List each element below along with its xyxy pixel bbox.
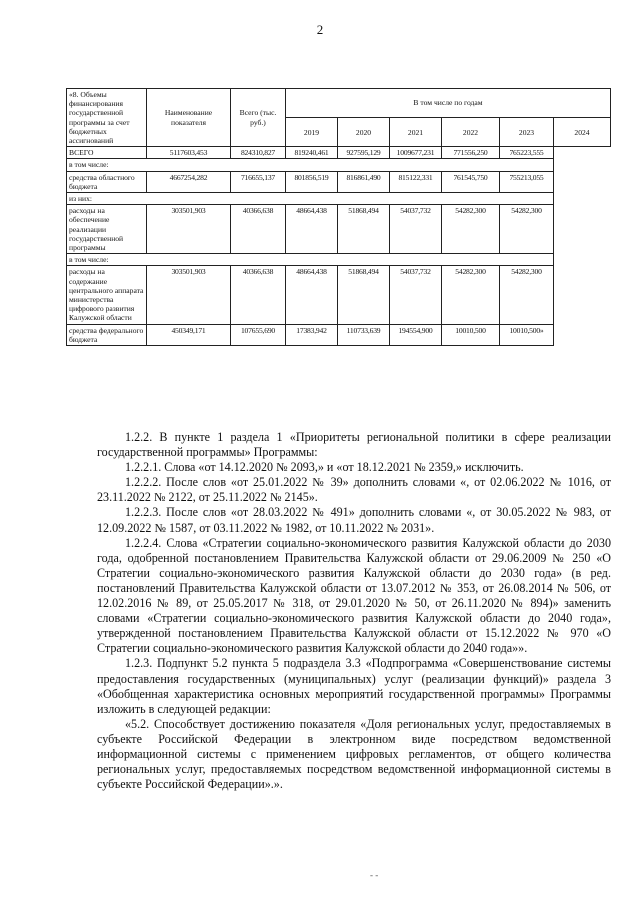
year-header: 2019: [286, 118, 338, 147]
years-group-header: В том числе по годам: [286, 89, 611, 118]
row-value: 824310,827: [231, 147, 286, 159]
row-value: 819240,461: [286, 147, 338, 159]
paragraph: 1.2.2.2. После слов «от 25.01.2022 № 39» дополнить словами «, от 02.06.2022 № 1016, от 23.11.2022 № 2122, от 25.11.2022 № 2145».: [97, 475, 611, 505]
row-value: 815122,331: [390, 171, 442, 192]
row-value: 54282,300: [500, 266, 554, 324]
row-value: 48664,438: [286, 266, 338, 324]
row-value: 801856,519: [286, 171, 338, 192]
table-row: [67, 171, 611, 192]
table-row: [67, 205, 611, 254]
year-header: 2023: [500, 118, 554, 147]
row-label: из них:: [67, 193, 554, 205]
document-body: [97, 430, 611, 792]
paragraph: 1.2.2.4. Слова «Стратегии социально-экономического развития Калужской области до 2030 года, одобренной постановлением Правительства Калужской области от 29.06.2009 № 250 «О Стратегии социально-экономического развития Калужской области до 2030 года» (в ред. постановлений Правительства Калужской области от 13.07.2012 № 353, от 26.08.2014 № 506, от 12.02.2016 № 89, от 25.05.2017 № 318, от 29.01.2020 № 50, от 26.11.2020 № 894)» заменить словами «Стратегии социально-экономического развития Калужской области до 2040 года», утвержденной постановлением Правительства Калужской области от 15.12.2022 № 970 «О Стратегии социально-экономического развития Калужской области до 2040 года»».: [97, 535, 611, 656]
row-value: 54282,300: [442, 205, 500, 254]
year-header: 2020: [338, 118, 390, 147]
paragraph: 1.2.2. В пункте 1 раздела 1 «Приоритеты региональной политики в сфере реализации государственной программы» Программы:: [97, 430, 611, 460]
row-value: 40366,638: [231, 205, 286, 254]
row-total: 303501,903: [147, 266, 231, 324]
page-number: 2: [316, 22, 324, 37]
year-header: 2022: [442, 118, 500, 147]
row-value: 194554,900: [390, 324, 442, 345]
row-value: 51868,494: [338, 205, 390, 254]
row-value: 755213,055: [500, 171, 554, 192]
footer-mark: - -: [370, 870, 379, 880]
row-label: в том числе:: [67, 254, 554, 266]
row-total: 4667254,282: [147, 171, 231, 192]
row-value: 17383,942: [286, 324, 338, 345]
paragraph: 1.2.2.1. Слова «от 14.12.2020 № 2093,» и «от 18.12.2021 № 2359,» исключить.: [125, 460, 524, 475]
paragraph: «5.2. Способствует достижению показателя «Доля региональных услуг, предоставляемых в субъекте Российской Федерации в электронном виде посредством ведомственной информационной системы с применением цифровых регламентов, от общего количества региональных услуг, предоставляемых посредством ведомственной информационной системы в субъекте Российской Федерации».».: [97, 716, 611, 792]
row-value: 716655,137: [231, 171, 286, 192]
row-value: 40366,638: [231, 266, 286, 324]
row-value: 816861,490: [338, 171, 390, 192]
financing-table: [66, 88, 611, 346]
paragraph: 1.2.3. Подпункт 5.2 пункта 5 подраздела 3.3 «Подпрограмма «Совершенствование системы предоставления государственных (муниципальных) услуг (реализации функций)» раздела 3 «Обобщенная характеристика основных мероприятий государственной программы» Программы изложить в следующей редакции:: [97, 656, 611, 716]
row-total: 5117603,453: [147, 147, 231, 159]
row-label: ВСЕГО: [67, 147, 147, 159]
row-label: средства областного бюджета: [67, 171, 147, 192]
year-header: 2021: [390, 118, 442, 147]
row-value: 927595,129: [338, 147, 390, 159]
table-row: [67, 266, 611, 324]
row-value: 54037,732: [390, 205, 442, 254]
row-value: 765223,555: [500, 147, 554, 159]
row-value: 54037,732: [390, 266, 442, 324]
year-header: 2024: [554, 118, 611, 147]
row-value: 1009677,231: [390, 147, 442, 159]
table-row: [67, 193, 611, 205]
row-total: 303501,903: [147, 205, 231, 254]
row-value: 761545,750: [442, 171, 500, 192]
table-row: [67, 147, 611, 159]
table-row: [67, 324, 611, 345]
section-label-cell: «8. Объемы финансирования государственной программы за счет бюджетных ассигнований: [67, 89, 147, 147]
table-row: [67, 159, 611, 171]
row-value: 771556,250: [442, 147, 500, 159]
table-header-row: [67, 89, 611, 118]
row-value: 51868,494: [338, 266, 390, 324]
table-row: [67, 254, 611, 266]
row-value: 10010,500: [442, 324, 500, 345]
row-value: 10010,500»: [500, 324, 554, 345]
row-value: 54282,300: [442, 266, 500, 324]
row-label: средства федерального бюджета: [67, 324, 147, 345]
row-value: 107655,690: [231, 324, 286, 345]
row-value: 48664,438: [286, 205, 338, 254]
row-label: в том числе:: [67, 159, 554, 171]
total-header: Всего (тыс. руб.): [231, 89, 286, 147]
indicator-header: Наименование показателя: [147, 89, 231, 147]
row-label: расходы на содержание центрального аппарата министерства цифрового развития Калужской области: [67, 266, 147, 324]
row-value: 54282,300: [500, 205, 554, 254]
row-total: 450349,171: [147, 324, 231, 345]
row-label: расходы на обеспечение реализации государственной программы: [67, 205, 147, 254]
row-value: 110733,639: [338, 324, 390, 345]
paragraph: 1.2.2.3. После слов «от 28.03.2022 № 491» дополнить словами «, от 30.05.2022 № 983, от 12.09.2022 № 1587, от 03.11.2022 № 1982, от 10.11.2022 № 2031».: [97, 505, 611, 535]
